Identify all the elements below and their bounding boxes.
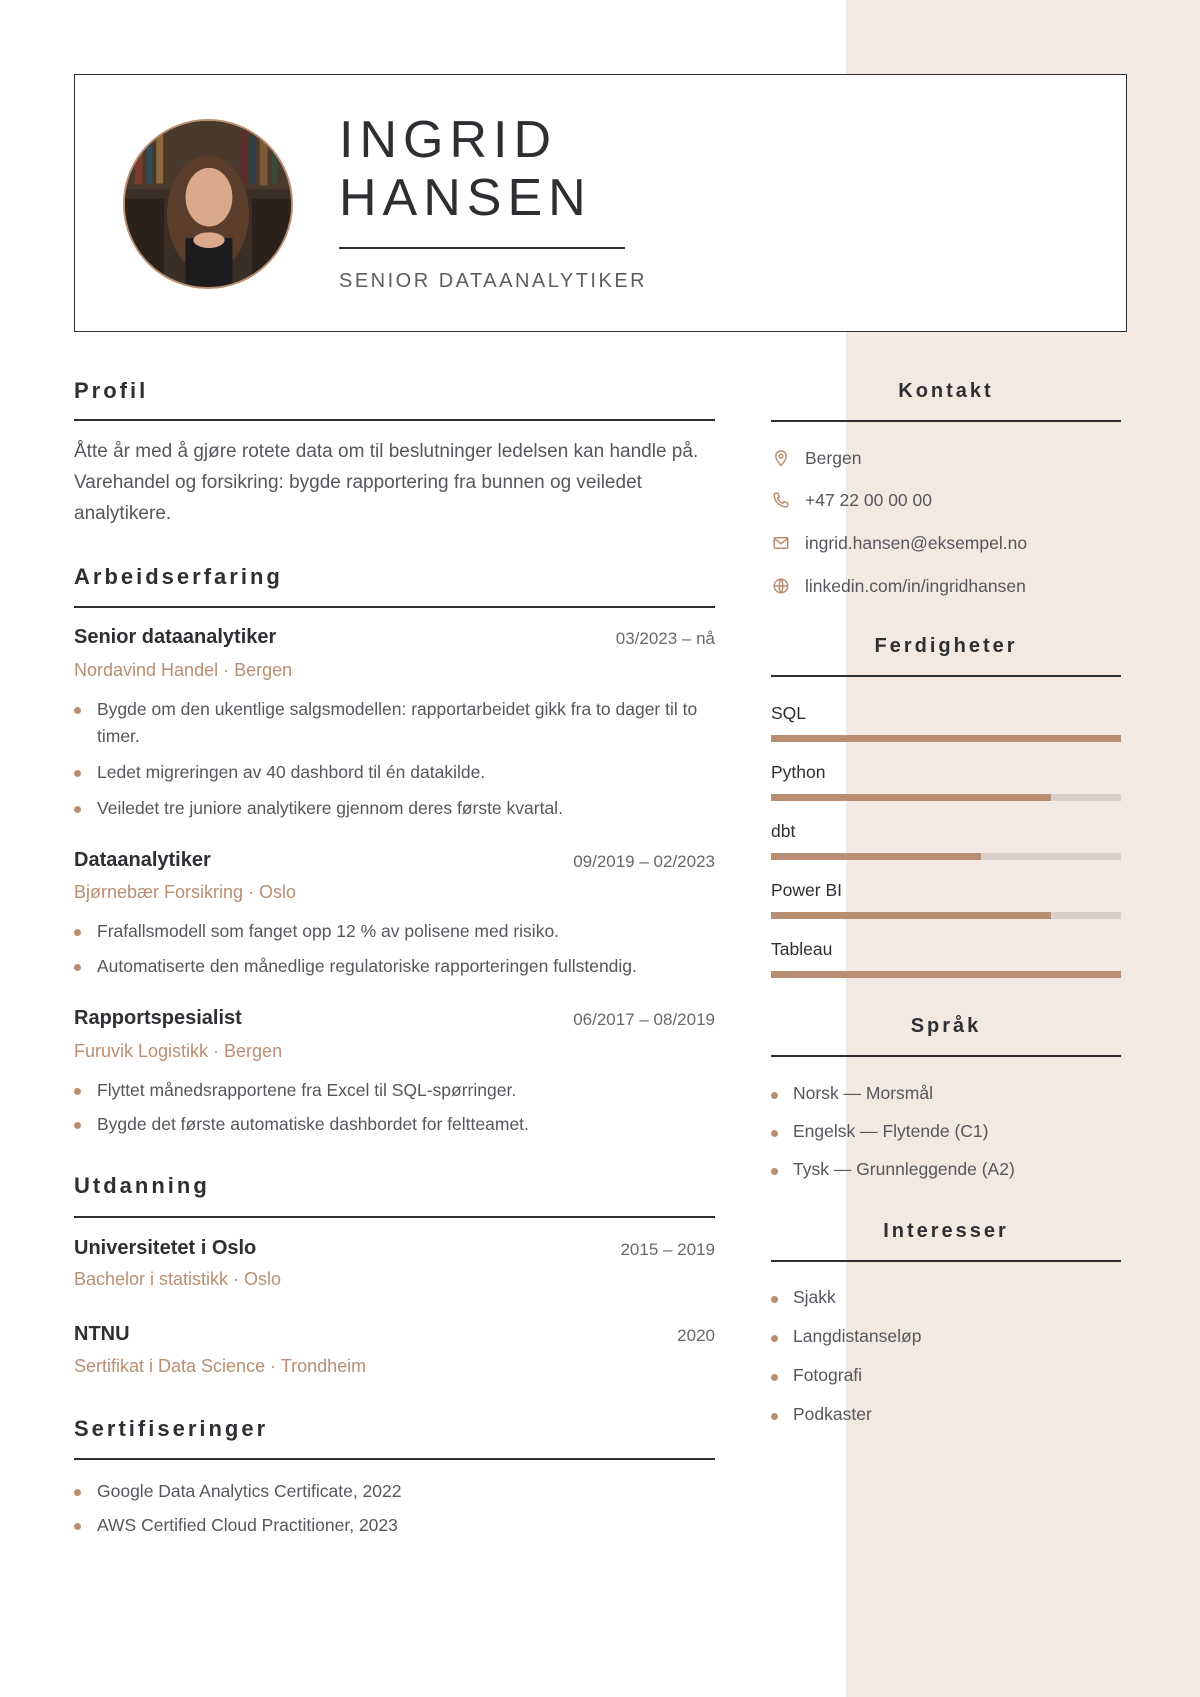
skill-bar-fill xyxy=(771,971,1121,978)
job-date: 06/2017 – 08/2019 xyxy=(573,1010,715,1029)
languages-divider xyxy=(771,1055,1121,1057)
job-bullets xyxy=(74,696,715,822)
location-pin-icon xyxy=(771,448,791,468)
job-bullets xyxy=(74,1077,715,1138)
skill-bar xyxy=(771,971,1121,978)
skill-name: Python xyxy=(771,762,826,782)
contact-heading: Kontakt xyxy=(898,380,994,402)
certifications-divider xyxy=(74,1458,715,1460)
job-title-headline: SENIOR DATAANALYTIKER xyxy=(339,270,648,292)
full-name xyxy=(339,111,592,227)
contact-divider xyxy=(771,420,1121,422)
avatar xyxy=(123,119,293,289)
job-title: Dataanalytiker xyxy=(74,849,211,871)
list-item: Bygde det første automatiske dashbordet for feltteamet. xyxy=(74,1111,715,1138)
list-item: AWS Certified Cloud Practitioner, 2023 xyxy=(74,1512,715,1539)
education-divider xyxy=(74,1216,715,1218)
degree: Sertifikat i Data Science · Trondheim xyxy=(74,1356,367,1376)
job-company: Nordavind Handel · Bergen xyxy=(74,660,293,680)
contact-text: Bergen xyxy=(805,447,862,468)
contact-phone[interactable] xyxy=(771,488,1121,512)
interests-heading: Interesser xyxy=(883,1220,1009,1242)
job-company: Bjørnebær Forsikring · Oslo xyxy=(74,882,297,902)
last-name: HANSEN xyxy=(339,169,592,227)
list-item: Engelsk — Flytende (C1) xyxy=(771,1121,1121,1142)
list-item: Fotografi xyxy=(771,1365,1121,1386)
list-item: Frafallsmodell som fanget opp 12 % av polisene med risiko. xyxy=(74,918,715,945)
skill-name: dbt xyxy=(771,821,796,841)
contact-text: linkedin.com/in/ingridhansen xyxy=(805,575,1026,596)
school-name: NTNU xyxy=(74,1323,130,1345)
job-title: Senior dataanalytiker xyxy=(74,626,277,648)
education-date: 2020 xyxy=(677,1326,715,1345)
list-item: Ledet migreringen av 40 dashbord til én datakilde. xyxy=(74,759,715,786)
skills-heading: Ferdigheter xyxy=(874,635,1018,657)
list-item: Bygde om den ukentlige salgsmodellen: rapportarbeidet gikk fra to dager til to timer. xyxy=(74,696,715,750)
degree: Bachelor i statistikk · Oslo xyxy=(74,1269,282,1289)
skill-bar xyxy=(771,853,1121,860)
profile-divider xyxy=(74,419,715,421)
job-company: Furuvik Logistikk · Bergen xyxy=(74,1041,283,1061)
school-name: Universitetet i Oslo xyxy=(74,1237,257,1259)
skill-bar xyxy=(771,794,1121,801)
list-item: Google Data Analytics Certificate, 2022 xyxy=(74,1478,715,1505)
first-name: INGRID xyxy=(339,111,557,169)
email-icon xyxy=(771,533,791,553)
certifications-list xyxy=(74,1478,715,1539)
list-item: Podkaster xyxy=(771,1404,1121,1425)
skill-bar-fill xyxy=(771,912,1051,919)
list-item: Sjakk xyxy=(771,1287,1121,1308)
interests-list xyxy=(771,1287,1121,1425)
list-item: Veiledet tre juniore analytikere gjennom deres første kvartal. xyxy=(74,795,715,822)
skill-bar-fill xyxy=(771,735,1121,742)
profile-text: Åtte år med å gjøre rotete data om til beslutninger ledelsen kan handle på. Varehandel og forsikring: bygde rapportering fra bunnen og veiledet analytikere. xyxy=(74,441,699,524)
interests-divider xyxy=(771,1260,1121,1262)
contact-location xyxy=(771,446,1121,470)
skill-name: SQL xyxy=(771,703,807,723)
experience-divider xyxy=(74,606,715,608)
certifications-heading: Sertifiseringer xyxy=(74,1416,269,1441)
skill-name: Power BI xyxy=(771,880,842,900)
contact-text: ingrid.hansen@eksempel.no xyxy=(805,532,1028,553)
experience-heading: Arbeidserfaring xyxy=(74,564,283,589)
name-divider xyxy=(339,247,625,249)
list-item: Flyttet månedsrapportene fra Excel til SQL-spørringer. xyxy=(74,1077,715,1104)
languages-heading: Språk xyxy=(910,1015,982,1037)
skill-bar-fill xyxy=(771,794,1051,801)
list-item: Automatiserte den månedlige regulatoriske rapporteringen fullstendig. xyxy=(74,953,715,980)
skill-name: Tableau xyxy=(771,939,833,959)
job-title: Rapportspesialist xyxy=(74,1007,242,1029)
header-card xyxy=(74,74,1127,332)
education-heading: Utdanning xyxy=(74,1173,210,1198)
contact-text: +47 22 00 00 00 xyxy=(805,489,932,510)
phone-icon xyxy=(771,490,791,510)
skill-bar xyxy=(771,735,1121,742)
globe-icon xyxy=(771,576,791,596)
job-bullets xyxy=(74,918,715,980)
education-date: 2015 – 2019 xyxy=(620,1240,715,1259)
list-item: Langdistanseløp xyxy=(771,1326,1121,1347)
list-item: Norsk — Morsmål xyxy=(771,1083,1121,1104)
contact-linkedin[interactable] xyxy=(771,574,1121,598)
job-date: 09/2019 – 02/2023 xyxy=(573,852,715,871)
profile-photo xyxy=(125,121,291,287)
job-date: 03/2023 – nå xyxy=(615,629,715,648)
languages-list xyxy=(771,1083,1121,1180)
skill-bar xyxy=(771,912,1121,919)
contact-email[interactable] xyxy=(771,531,1121,555)
profile-heading: Profil xyxy=(74,378,149,403)
skill-bar-fill xyxy=(771,853,981,860)
skills-divider xyxy=(771,675,1121,677)
list-item: Tysk — Grunnleggende (A2) xyxy=(771,1159,1121,1180)
